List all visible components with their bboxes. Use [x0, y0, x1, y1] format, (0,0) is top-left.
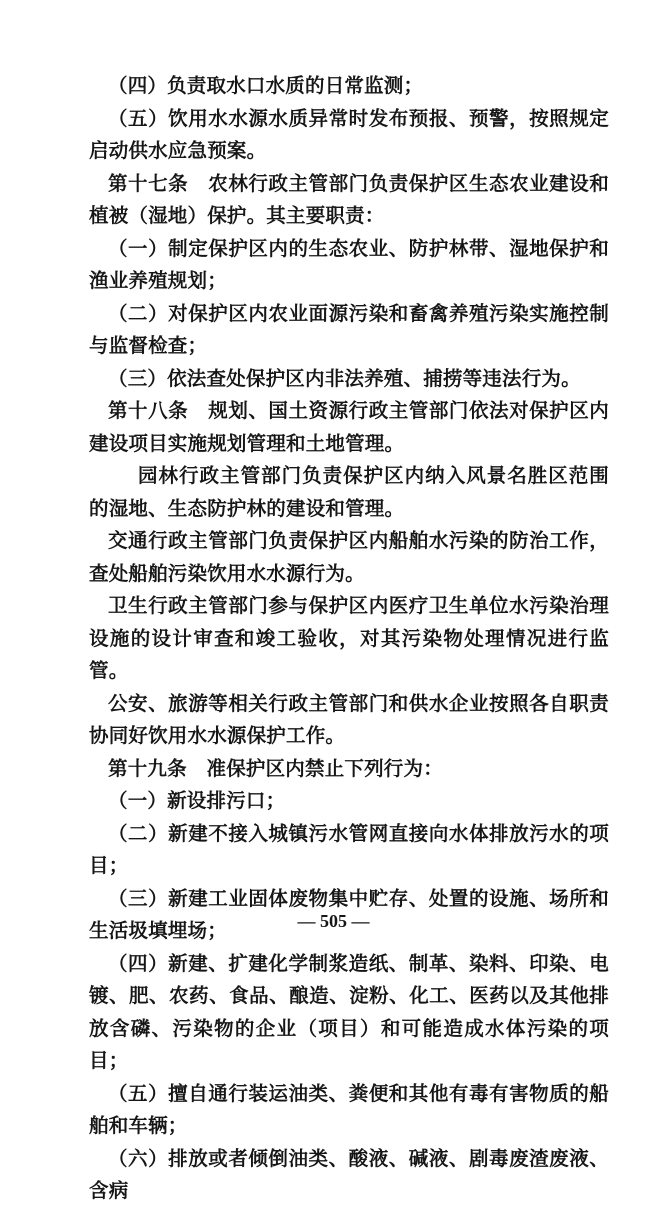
body-text — [89, 70, 609, 1208]
paragraph: 园林行政主管部门负责保护区内纳入风景名胜区范围的湿地、生态防护林的建设和管理。 — [89, 464, 609, 520]
page-number: — 505 — — [297, 911, 370, 931]
paragraph: 公安、旅游等相关行政主管部门和供水企业按照各自职责协同好饮用水水源保护工作。 — [89, 691, 609, 747]
paragraph: 交通行政主管部门负责保护区内船舶水污染的防治工作，查处船舶污染饮用水水源行为。 — [89, 529, 609, 585]
paragraph: （一）制定保护区内的生态农业、防护林带、湿地保护和渔业养殖规划； — [89, 236, 609, 292]
paragraph: （四）新建、扩建化学制浆造纸、制革、染料、印染、电镀、肥、农药、食品、酿造、淀粉、化工、医药以及其他排放含磷、污染物的企业（项目）和可能造成水体污染的项目； — [89, 951, 609, 1072]
paragraph: （一）新设排污口； — [108, 789, 286, 812]
paragraph: （六）排放或者倾倒油类、酸液、碱液、剧毒废渣废液、含病 — [89, 1146, 609, 1202]
paragraph: 卫生行政主管部门参与保护区内医疗卫生单位水污染治理设施的设计审查和竣工验收，对其污染物处理情况进行监管。 — [89, 594, 609, 682]
article-19: 第十九条 准保护区内禁止下列行为： — [108, 756, 443, 780]
paragraph: （四）负责取水口水质的日常监测； — [108, 74, 424, 97]
paragraph: （三）新建工业固体废物集中贮存、处置的设施、场所和生活圾填埋场； — [89, 886, 609, 942]
paragraph: （二）对保护区内农业面源污染和畜禽养殖污染实施控制与监督检查； — [89, 301, 609, 357]
paragraph: （五）饮用水水源水质异常时发布预报、预警，按照规定启动供水应急预案。 — [89, 106, 609, 162]
paragraph: （五）擅自通行装运油类、粪便和其他有毒有害物质的船舶和车辆； — [89, 1081, 609, 1137]
article-18: 第十八条 规划、国土资源行政主管部门依法对保护区内建设项目实施规划管理和土地管理。 — [89, 399, 609, 455]
paragraph: （三）依法查处保护区内非法养殖、捕捞等违法行为。 — [108, 366, 581, 390]
paragraph: （二）新建不接入城镇污水管网直接向水体排放污水的项目； — [89, 821, 609, 877]
article-17: 第十七条 农林行政主管部门负责保护区生态农业建设和植被（湿地）保护。其主要职责： — [89, 171, 609, 227]
